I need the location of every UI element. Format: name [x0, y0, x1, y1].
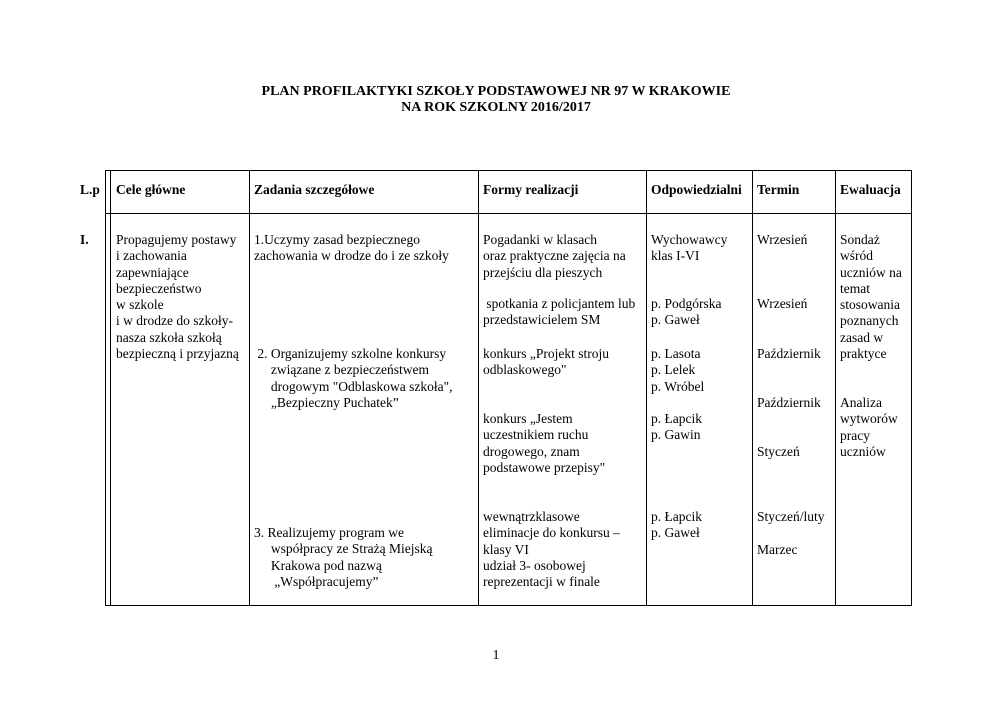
cell-forma-2: spotkania z policjantem lub przedstawicielem SM — [483, 296, 636, 328]
table-border-top — [105, 170, 911, 171]
cell-termin-5: Styczeń — [757, 444, 800, 459]
column-divider — [105, 170, 106, 606]
cell-ewaluacja-1: Sondaż wśród uczniów na temat stosowania poznanych zasad w praktyce — [840, 232, 902, 362]
page-number: 1 — [492, 648, 500, 663]
cell-odpowiedzialni-2: p. Podgórska p. Gaweł — [651, 296, 722, 328]
header-ewaluacja: Ewaluacja — [840, 182, 901, 197]
cell-odpowiedzialni-4: p. Łapcik p. Gawin — [651, 411, 702, 443]
cell-zadanie-2: 2. Organizujemy szkolne konkursy związane z bezpieczeństwem drogowym "Odblaskowa szkoła", „Bezpieczny Puchatek” — [257, 346, 453, 410]
column-divider — [752, 170, 753, 606]
cell-cele-glowne: Propagujemy postawy i zachowania zapewniające bezpieczeństwo w szkole i w drodze do szkoły- nasza szkoła szkołą bezpieczną i przyjazną — [116, 232, 239, 362]
header-formy-realizacji: Formy realizacji — [483, 182, 579, 197]
header-termin: Termin — [757, 182, 800, 197]
cell-odpowiedzialni-3: p. Lasota p. Lelek p. Wróbel — [651, 346, 705, 394]
header-cele-glowne: Cele główne — [116, 182, 186, 197]
table-header-divider — [105, 213, 911, 214]
header-lp: L.p — [80, 182, 100, 197]
cell-odpowiedzialni-1: Wychowawcy klas I-VI — [651, 232, 728, 264]
cell-termin-1: Wrzesień — [757, 232, 808, 247]
document-title: PLAN PROFILAKTYKI SZKOŁY PODSTAWOWEJ NR 97 W KRAKOWIE — [261, 84, 731, 99]
column-divider — [646, 170, 647, 606]
cell-forma-4: konkurs „Jestem uczestnikiem ruchu drogowego, znam podstawowe przepisy" — [483, 411, 606, 475]
cell-zadanie-1: 1.Uczymy zasad bezpiecznego zachowania w drodze do i ze szkoły — [254, 232, 449, 264]
cell-odpowiedzialni-5: p. Łapcik p. Gaweł — [651, 509, 702, 541]
cell-forma-3: konkurs „Projekt stroju odblaskowego" — [483, 346, 609, 378]
cell-termin-3: Październik — [757, 346, 821, 361]
column-divider — [911, 170, 912, 606]
table-border-bottom — [105, 605, 911, 606]
column-divider — [249, 170, 250, 606]
cell-forma-1: Pogadanki w klasach oraz praktyczne zajęcia na przejściu dla pieszych — [483, 232, 626, 280]
cell-forma-5: wewnątrzklasowe eliminacje do konkursu – klasy VI udział 3- osobowej reprezentacji w finale — [483, 509, 620, 590]
cell-ewaluacja-2: Analiza wytworów pracy uczniów — [840, 395, 898, 459]
column-divider — [835, 170, 836, 606]
cell-termin-6: Styczeń/luty — [757, 509, 825, 524]
document-subtitle: NA ROK SZKOLNY 2016/2017 — [401, 100, 591, 115]
cell-termin-2: Wrzesień — [757, 296, 808, 311]
column-divider — [478, 170, 479, 606]
column-divider — [110, 170, 111, 606]
cell-zadanie-3: 3. Realizujemy program we współpracy ze Strażą Miejską Krakowa pod nazwą „Współpracujemy” — [254, 525, 433, 589]
cell-termin-4: Październik — [757, 395, 821, 410]
row-number: I. — [80, 232, 89, 247]
header-odpowiedzialni: Odpowiedzialni — [651, 182, 742, 197]
header-zadania-szczegolowe: Zadania szczegółowe — [254, 182, 375, 197]
cell-termin-7: Marzec — [757, 542, 798, 557]
